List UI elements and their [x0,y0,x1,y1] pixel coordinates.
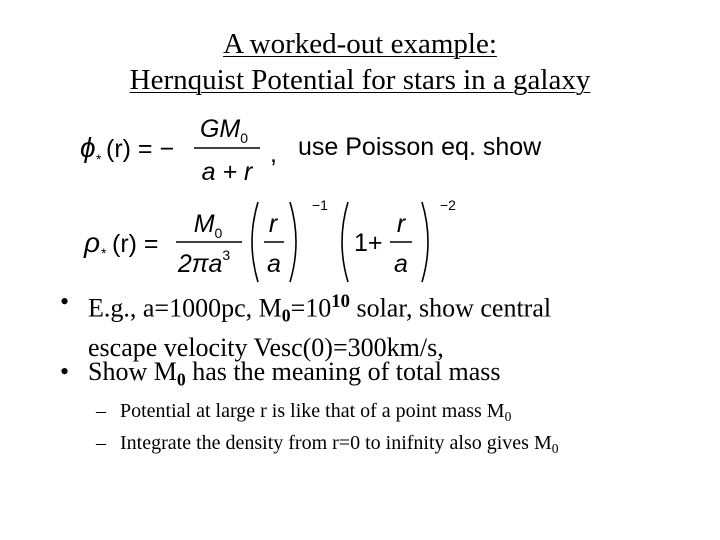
subbullet-marker: – [96,432,106,454]
rho-star: * [101,245,107,261]
frac2-numerator: r [396,210,406,238]
poisson-note: use Poisson eq. show [298,133,542,161]
one-plus: 1+ [354,229,383,257]
rho-numerator: $M_0$ [193,210,223,241]
exponent-2: −2 [440,197,456,213]
density-equation [83,197,456,282]
title-line-1: A worked-out example: [223,28,497,60]
phi-symbol: ϕ [80,132,96,163]
frac1-numerator: r [268,210,278,238]
bullet-marker: • [60,287,70,316]
bullet-text: E.g., a=1000pc, $M_0=10^{10}$ solar, show central escape velocity Vesc(0)=300km/s, [88,291,552,362]
right-paren-1 [290,202,296,282]
phi-argument: (r) = − [106,135,175,163]
phi-numerator: $GM_0$ [199,115,249,146]
left-paren-2 [342,202,348,282]
rho-symbol: ρ [84,227,101,258]
subbullet-text: Integrate the density from r=0 to inifnity also gives $M_0$ [120,432,559,457]
title-line-2: Hernquist Potential for stars in a galaxy [129,64,591,96]
frac2-denominator: a [394,250,408,278]
phi-denominator: a + r [201,158,253,186]
bullet-text: Show $M_0$ has the meaning of total mass [88,357,501,390]
frac1-denominator: a [267,250,281,278]
left-paren-1 [252,202,258,282]
bullet-marker: • [60,357,70,386]
exponent-1: −1 [312,197,328,213]
subbullet-text: Potential at large r is like that of a point mass $M_0$ [120,400,512,425]
rho-denominator: $2\pi a^3$ [177,247,231,278]
potential-equation [80,115,542,186]
phi-star: * [96,151,102,167]
right-paren-2 [422,202,428,282]
subbullet-marker: – [96,400,106,422]
rho-argument: (r) = [112,230,159,258]
phi-comma: , [270,140,277,168]
